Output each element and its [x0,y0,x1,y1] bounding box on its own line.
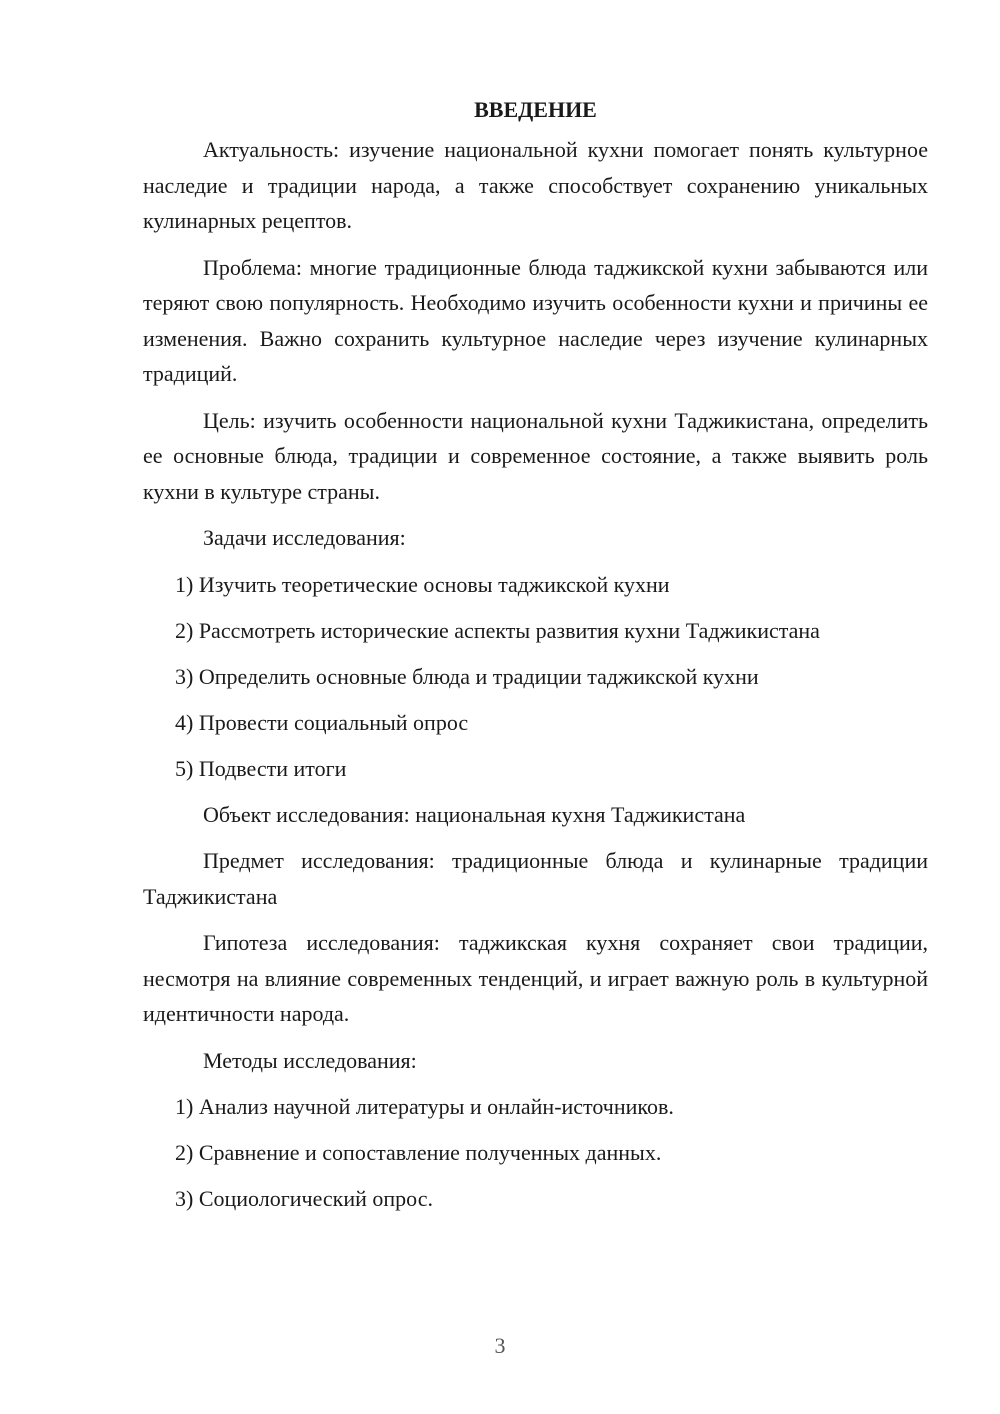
list-item: 4) Провести социальный опрос [175,709,469,735]
tasks-list [143,567,928,787]
page-number: 3 [494,1333,506,1358]
list-item: 2) Рассмотреть исторические аспекты развития кухни Таджикистана [175,617,820,643]
list-item: 3) Определить основные блюда и традиции таджикской кухни [175,663,759,689]
list-item: 5) Подвести итоги [175,755,347,781]
list-item: 1) Анализ научной литературы и онлайн-источников. [175,1094,674,1119]
tasks-heading: Задачи исследования: [203,525,406,550]
document-page [143,92,928,1227]
list-item: 2) Сравнение и сопоставление полученных данных. [175,1140,662,1165]
methods-list [143,1089,928,1217]
methods-heading: Методы исследования: [203,1047,417,1073]
section-title: ВВЕДЕНИЕ [474,97,597,122]
list-item: 1) Изучить теоретические основы таджикской кухни [175,571,670,597]
problem-paragraph: Проблема: многие традиционные блюда таджикской кухни забываются или теряют свою популярность. Необходимо изучить особенности кухни и причины ее изменения. Важно сохранить культурное наследие через изучение кулинарных традиций. [143,254,928,386]
subject-paragraph: Предмет исследования: традиционные блюда и кулинарные традиции Таджикистана [143,848,928,909]
hypothesis-paragraph: Гипотеза исследования: таджикская кухня сохраняет свои традиции, несмотря на влияние современных тенденций, и играет важную роль в культурной идентичности народа. [143,930,928,1026]
list-item: 3) Социологический опрос. [175,1186,433,1211]
goal-paragraph: Цель: изучить особенности национальной кухни Таджикистана, определить ее основные блюда, традиции и современное состояние, а также выявить роль кухни в культуре страны. [143,407,928,504]
relevance-paragraph: Актуальность: изучение национальной кухни помогает понять культурное наследие и традиции народа, а также способствует сохранению уникальных кулинарных рецептов. [143,137,928,233]
object-paragraph: Объект исследования: национальная кухня Таджикистана [203,801,746,827]
